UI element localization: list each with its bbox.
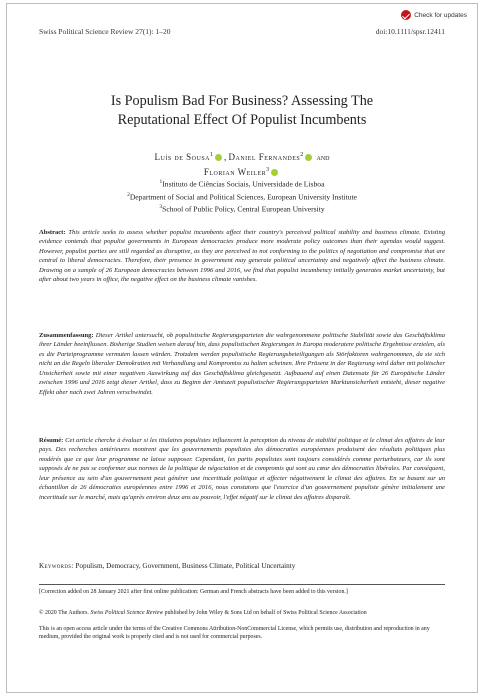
abstract-fr xyxy=(39,436,445,502)
license-note: This is an open access article under the terms of the Creative Commons Attribution-NonCommercial License, which permits use, distribution and reproduction in any medium, provided the original work is properly cited and is not used for commercial purposes. xyxy=(39,626,430,640)
correction-note: [Correction added on 28 January 2021 after first online publication: German and French abstracts have been added to this version.] xyxy=(39,589,348,595)
author-name: Florian Weiler xyxy=(203,166,267,177)
running-head xyxy=(39,27,445,36)
resume-label: Résumé: xyxy=(39,437,64,444)
abstract-text: This article seeks to assess whether populist incumbents affect their country's perceived political stability and business climate. Existing evidence contends that populist governments in European democracies produce more moderate policy outcomes than their agendas would suggest. However, populist parties are still regarded as disruptive, as they are perceived to not conforming to the politics of negotiation and compromise that are central to liberal democracies. Therefore, their presence in government may generate political uncertainty and negatively affect the business climate. Drawing on a sample of 26 European democracies between 1996 and 2016, we find that populist incumbency initially generates market uncertainty, but after about two years in office, the negative effect on the business climate vanishes. xyxy=(39,229,445,284)
affiliation: $^1$Instituto de Ciências Sociais, Universidade de Lisboa xyxy=(159,179,325,189)
resume-text: Cet article cherche à évaluer si les titulaires populistes influencent la perception du niveau de stabilité politique et le climat des affaires de leur pays. Des recherches antérieures montrent que les gouvernements populistes des démocraties européennes produisent des résultats politiques plus modérés que ce que leur programme ne laisse supposer. Cependant, les partis populistes sont toujours considérés comme perturbateurs, car ils sont supposés de ne pas se conformer aux normes de la politique de négociation et de compromis qui sont au cœur des démocraties libérales. Par conséquent, leur présence au sein d'un gouvernement peut générer une incertitude politique et affecter négativement le climat des affaires. En se basant sur un échantillon de 26 démocraties européennes entre 1996 et 2016, nous constatons que l'exercice d'un gouvernement populiste génère initialement une incertitude sur le marché, mais qu'après environ deux ans au pouvoir, l'effet négatif sur le climat des affaires disparaît. xyxy=(39,437,445,501)
orcid-icon[interactable] xyxy=(215,154,222,161)
author-sup: 2 xyxy=(300,152,304,158)
zusammenfassung-text: Dieser Artikel untersucht, ob populistische Regierungsparteien die wahrgenommene politische Stabilität sowie das Geschäftsklima ihrer Länder beeinflussen. Bisherige Studien weisen darauf hin, dass populistischen Regierungen in Europa moderatere politische Ergebnisse erzielen, als es die Parteiprogramme vermuten lassen würden. Trotzdem werden populistische Regierungsbeteiligungen als Störfaktoren wahrgenommen, da sie sich nicht an die Regeln liberaler Demokratien mit Verhandlung und Kompromiss zu halten scheinen. Ihre Präsenz in der Regierung wird daher mit politischer Unsicherheit sowie mit einer negativen Auswirkung auf das Geschäftsklima gleichgesetzt. Aufbauend auf einen Datensatz für 26 Europäische Länder zwischen 1996 und 2016 zeigt dieser Artikel, dass zu Beginn der Amtszeit populistischer Regierungsparteien Marktunsicherheit entsteht, dieser negative Effekt aber nach zwei Jahren verschwindet. xyxy=(39,332,445,396)
zusammenfassung-label: Zusammenfassung: xyxy=(39,332,94,339)
author-name: Daniel Fernandes xyxy=(228,152,301,162)
article-title xyxy=(37,92,447,130)
title-line-1: Is Populism Bad For Business? Assessing The xyxy=(110,93,374,109)
check-for-updates-badge[interactable] xyxy=(401,10,467,20)
footnote-rule xyxy=(39,584,445,585)
badge-label: Check for updates xyxy=(414,11,467,19)
orcid-icon[interactable] xyxy=(305,154,312,161)
keywords-label: Keywords: xyxy=(39,562,74,570)
journal-name: Swiss Political Science Review xyxy=(90,610,164,616)
keywords xyxy=(39,562,445,571)
doi[interactable]: doi:10.1111/spsr.12411 xyxy=(375,27,445,36)
author-sup: 3 xyxy=(266,166,270,173)
title-line-2: Reputational Effect Of Populist Incumbents xyxy=(117,112,367,128)
abstract-de xyxy=(39,331,445,397)
affiliation: $^2$Department of Social and Political Sciences, European University Institute xyxy=(127,191,357,202)
affiliation: $^3$School of Public Policy, Central European University xyxy=(159,204,325,214)
affiliations xyxy=(37,177,447,215)
copyright-note: © 2020 The Authors. Swiss Political Science Review published by John Wiley & Sons Ltd on behalf of Swiss Political Science Association xyxy=(39,610,367,616)
abstract-label: Abstract: xyxy=(39,229,66,236)
check-icon xyxy=(401,10,411,20)
page-frame xyxy=(6,3,478,693)
author-list: Luís de Sousa$^1$ , Daniel Fernandes$^2$ and Florian Weiler$^3$ xyxy=(154,152,330,177)
author-sup: 1 xyxy=(210,152,213,158)
orcid-icon[interactable] xyxy=(271,169,278,176)
keywords-text: Populism, Democracy, Government, Business Climate, Political Uncertainty xyxy=(75,562,296,570)
abstract-en xyxy=(39,228,445,285)
journal-citation: Swiss Political Science Review 27(1): 1–20 xyxy=(39,27,171,36)
and-text: and xyxy=(316,152,330,162)
author-name: Luís de Sousa xyxy=(154,152,210,162)
